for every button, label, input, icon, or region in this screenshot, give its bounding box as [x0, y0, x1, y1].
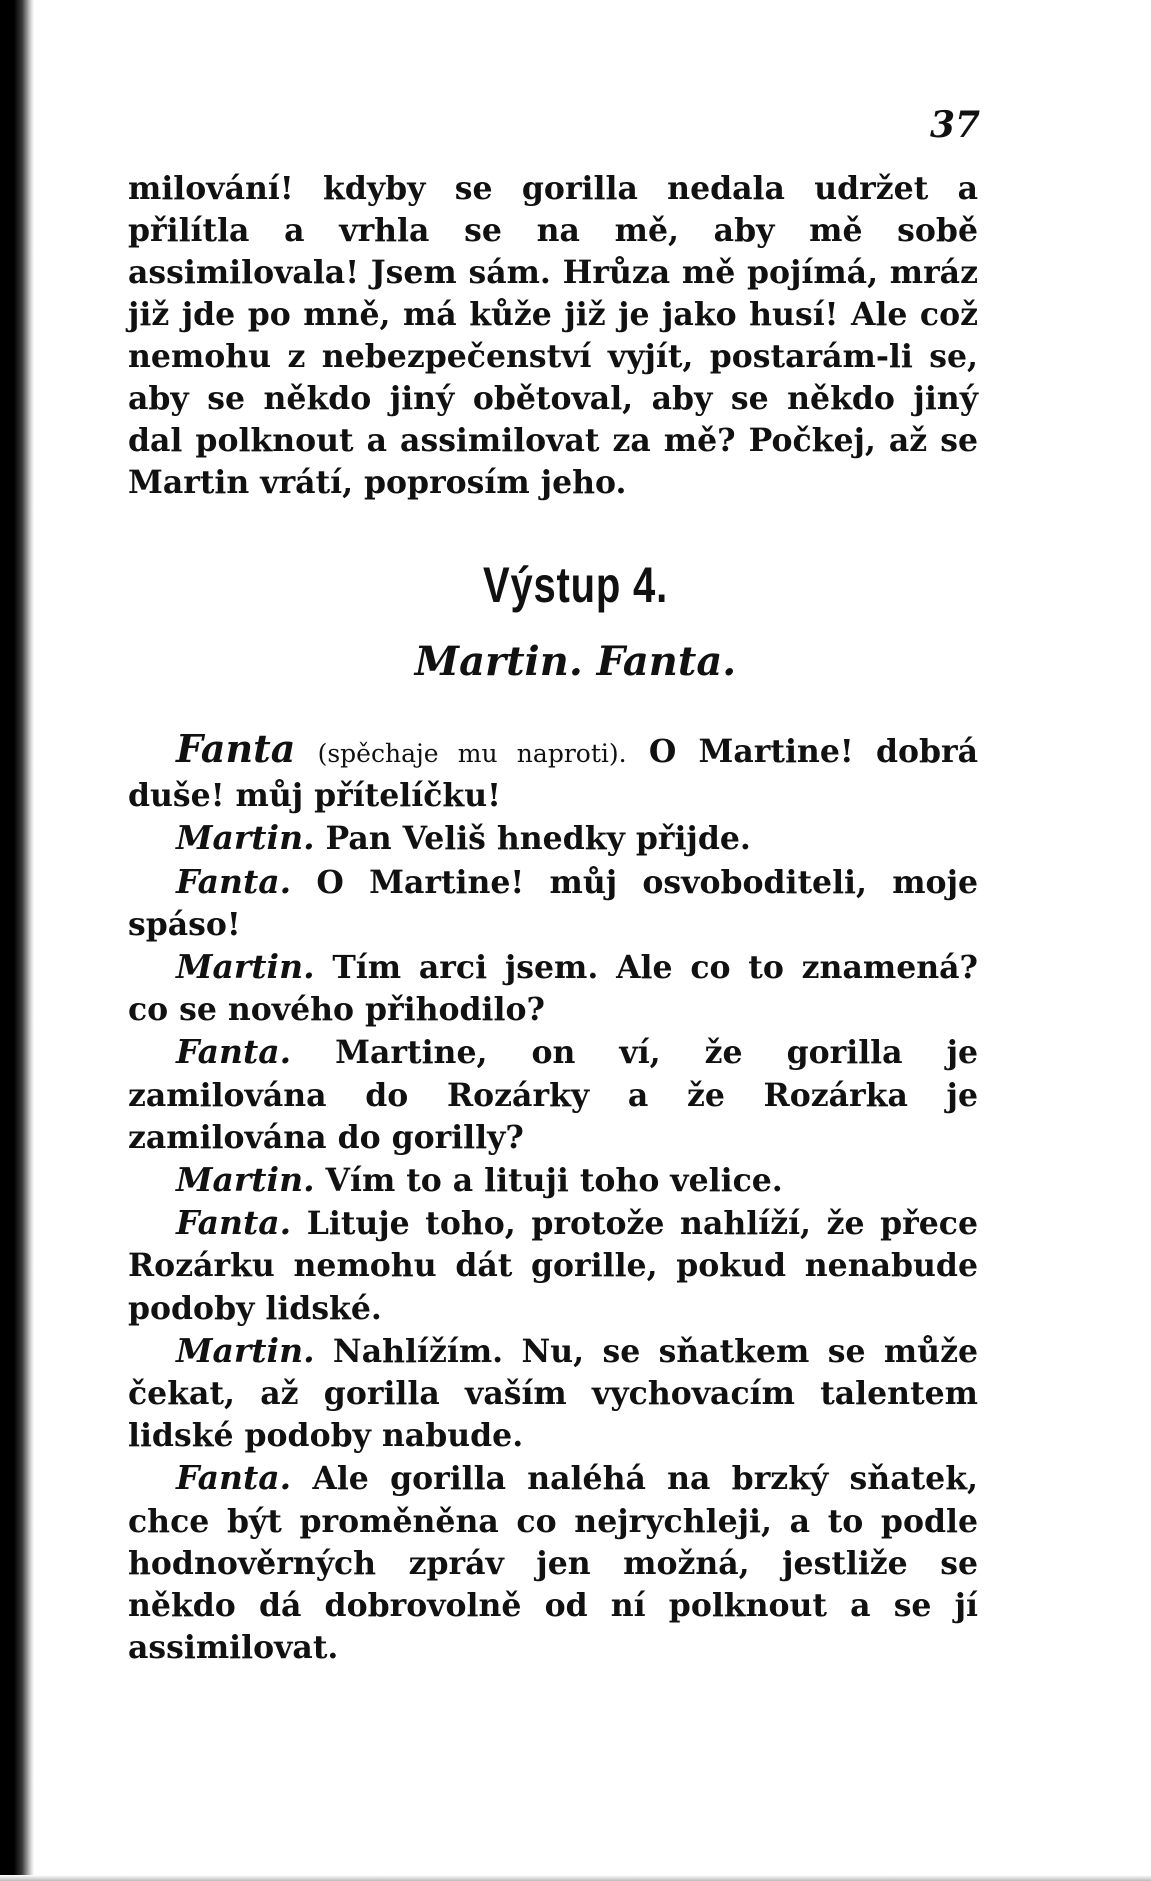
stage-direction: (spěchaje mu naproti). — [317, 739, 627, 768]
speaker-name: Fanta. — [176, 1458, 292, 1498]
dialogue-text: O Martine! můj osvoboditeli, moje spáso! — [128, 863, 979, 943]
dialogue-line — [128, 728, 978, 817]
dialogue-line — [128, 1159, 978, 1202]
page-number: 37 — [930, 104, 981, 146]
scene-characters: Martin. Fanta. — [414, 638, 737, 685]
dialogue-text: Tím arci jsem. Ale co to znamená? co se nového přihodilo? — [128, 949, 978, 1029]
dialogue-line — [128, 1330, 978, 1458]
dialogue-text: O Martine! dobrá duše! můj přítelíčku! — [128, 733, 979, 815]
dialogue-text: Ale gorilla naléhá na brzký sňatek, chce být proměněna co nejrychleji, a to podle hodnověrných zpráv jen možná, jestliže se někdo dá dobrovolně od ní polknout a se jí assimilovat. — [128, 1460, 978, 1667]
speaker-name: Martin. — [176, 1160, 315, 1200]
dialogue-line — [128, 1457, 978, 1669]
dialogue-text: Pan Veliš hnedky přijde. — [325, 820, 751, 858]
dialogue-line — [128, 861, 978, 946]
speaker-name: Fanta — [176, 726, 296, 771]
speaker-name: Martin. — [176, 1330, 315, 1370]
dialogue-line — [128, 1031, 978, 1159]
speaker-name: Martin. — [176, 818, 315, 858]
speaker-name: Martin. — [176, 947, 315, 987]
dialogue-line — [128, 817, 978, 860]
dialogue-line — [128, 1202, 978, 1330]
dialogue-line — [128, 946, 978, 1031]
speaker-name: Fanta. — [176, 861, 292, 901]
dialogue-block — [128, 728, 978, 1669]
opening-paragraph-block — [128, 168, 978, 504]
dialogue-text: Martine, on ví, že gorilla je zamilována do Rozárky a že Rozárka je zamilována do gorilly? — [128, 1034, 979, 1156]
opening-paragraph: milování! kdyby se gorilla nedala udržet a přilítla a vrhla se na mě, aby mě sobě assimilovala! Jsem sám. Hrůza mě pojímá, mráz již jde po mně, má kůže již je jako husí! Ale což nemohu z nebezpečenství vyjít, postarám-li se, aby se někdo jiný obětoval, aby se někdo jiný dal polknout a assimilovat za mě? Počkej, až se Martin vrátí, poprosím jeho. — [128, 170, 978, 501]
speaker-name: Fanta. — [176, 1203, 292, 1243]
dialogue-text: Nahlížím. Nu, se sňatkem se může čekat, až gorilla vaším vychovacím talentem lidské podoby nabude. — [128, 1332, 978, 1455]
scene-heading: Výstup 4. — [482, 557, 669, 613]
dialogue-text: Vím to a lituji toho velice. — [325, 1162, 783, 1200]
dialogue-text: Lituje toho, protože nahlíží, že přece Rozárku nemohu dát gorille, pokud nenabude podoby lidské. — [128, 1205, 978, 1327]
speaker-name: Fanta. — [176, 1032, 292, 1072]
